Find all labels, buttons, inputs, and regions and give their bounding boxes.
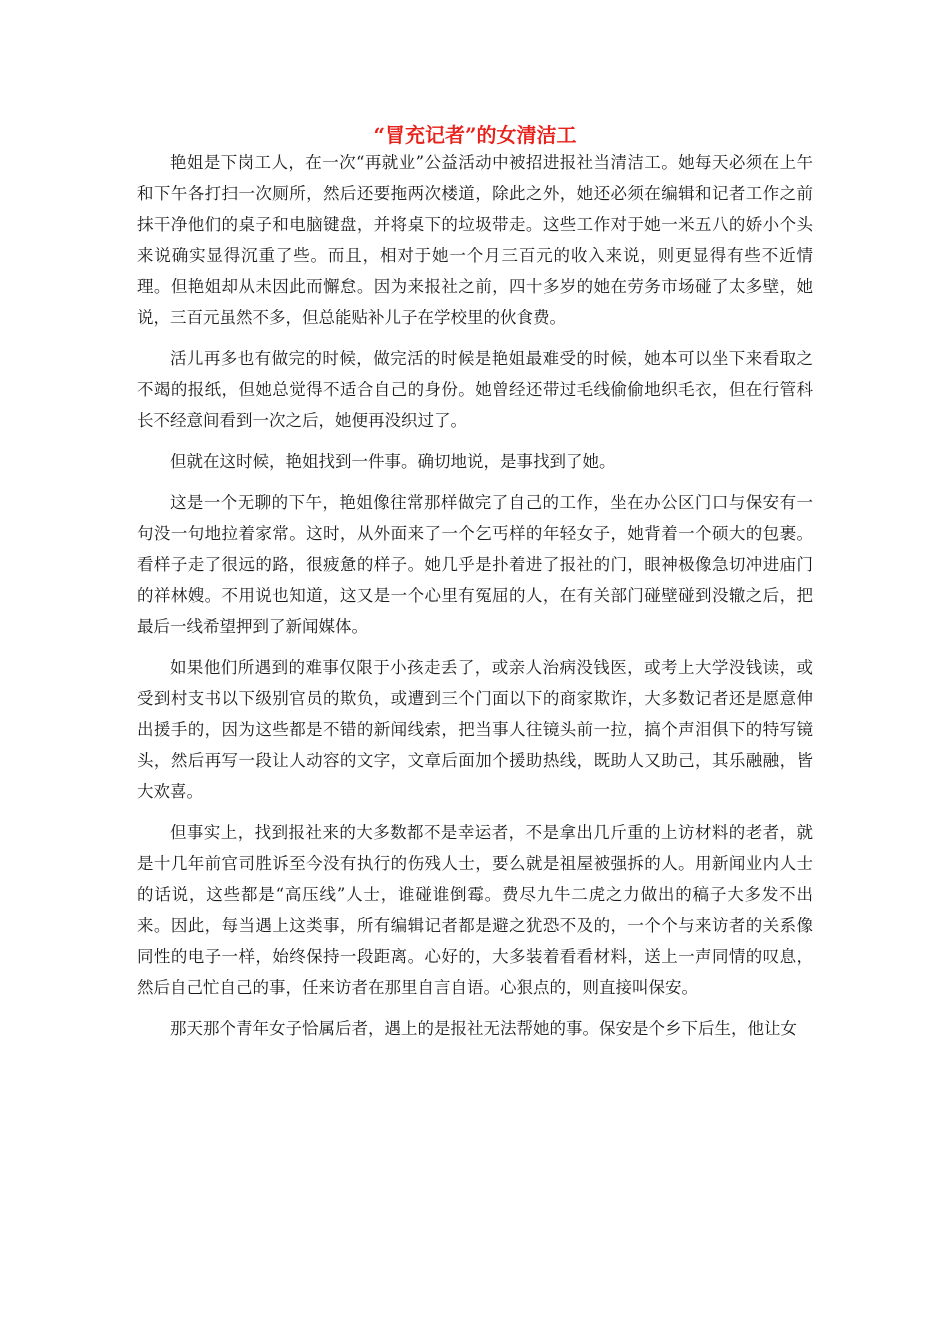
- paragraph: 那天那个青年女子恰属后者，遇上的是报社无法帮她的事。保安是个乡下后生，他让女: [170, 1019, 797, 1038]
- paragraph: 艳姐是下岗工人，在一次“再就业”公益活动中被招进报社当清洁工。她每天必须在上午和下午各打扫一次厕所，然后还要拖两次楼道，除此之外，她还必须在编辑和记者工作之前抹干净他们的桌子和电脑键盘，并将桌下的垃圾带走。这些工作对于她一米五八的娇小个头来说确实显得沉重了些。而且，相对于她一个月三百元的收入来说，则更显得有些不近情理。但艳姐却从未因此而懈怠。因为来报社之前，四十多岁的她在劳务市场碰了太多壁，她说，三百元虽然不多，但总能贴补儿子在学校里的伙食费。: [137, 153, 813, 327]
- paragraph: 活儿再多也有做完的时候，做完活的时候是艳姐最难受的时候，她本可以坐下来看取之不竭的报纸，但她总觉得不适合自己的身份。她曾经还带过毛线偷偷地织毛衣，但在行管科长不经意间看到一次之后，她便再没织过了。: [137, 349, 813, 430]
- paragraph: 这是一个无聊的下午，艳姐像往常那样做完了自己的工作，坐在办公区门口与保安有一句没一句地拉着家常。这时，从外面来了一个乞丐样的年轻女子，她背着一个硕大的包裹。看样子走了很远的路，很疲惫的样子。她几乎是扑着进了报社的门，眼神极像急切冲进庙门的祥林嫂。不用说也知道，这又是一个心里有冤屈的人，在有关部门碰壁碰到没辙之后，把最后一线希望押到了新闻媒体。: [137, 493, 813, 636]
- paragraph: 如果他们所遇到的难事仅限于小孩走丢了，或亲人治病没钱医，或考上大学没钱读，或受到村支书以下级别官员的欺负，或遭到三个门面以下的商家欺诈，大多数记者还是愿意伸出援手的，因为这些都是不错的新闻线索，把当事人往镜头前一拉，搞个声泪俱下的特写镜头，然后再写一段让人动容的文字，文章后面加个援助热线，既助人又助己，其乐融融，皆大欢喜。: [137, 658, 813, 801]
- document-title: “冒充记者”的女清洁工: [373, 123, 577, 147]
- paragraph: 但就在这时候，艳姐找到一件事。确切地说，是事找到了她。: [170, 452, 616, 471]
- paragraph: 但事实上，找到报社来的大多数都不是幸运者，不是拿出几斤重的上访材料的老者，就是十几年前官司胜诉至今没有执行的伤残人士，要么就是祖屋被强拆的人。用新闻业内人士的话说，这些都是“高压线”人士，谁碰谁倒霉。费尽九牛二虎之力做出的稿子大多发不出来。因此，每当遇上这类事，所有编辑记者都是避之犹恐不及的，一个个与来访者的关系像同性的电子一样，始终保持一段距离。心好的，大多装着看看材料，送上一声同情的叹息，然后自己忙自己的事，任来访者在那里自言自语。心狠点的，则直接叫保安。: [137, 823, 813, 997]
- document-body: [137, 147, 813, 1054]
